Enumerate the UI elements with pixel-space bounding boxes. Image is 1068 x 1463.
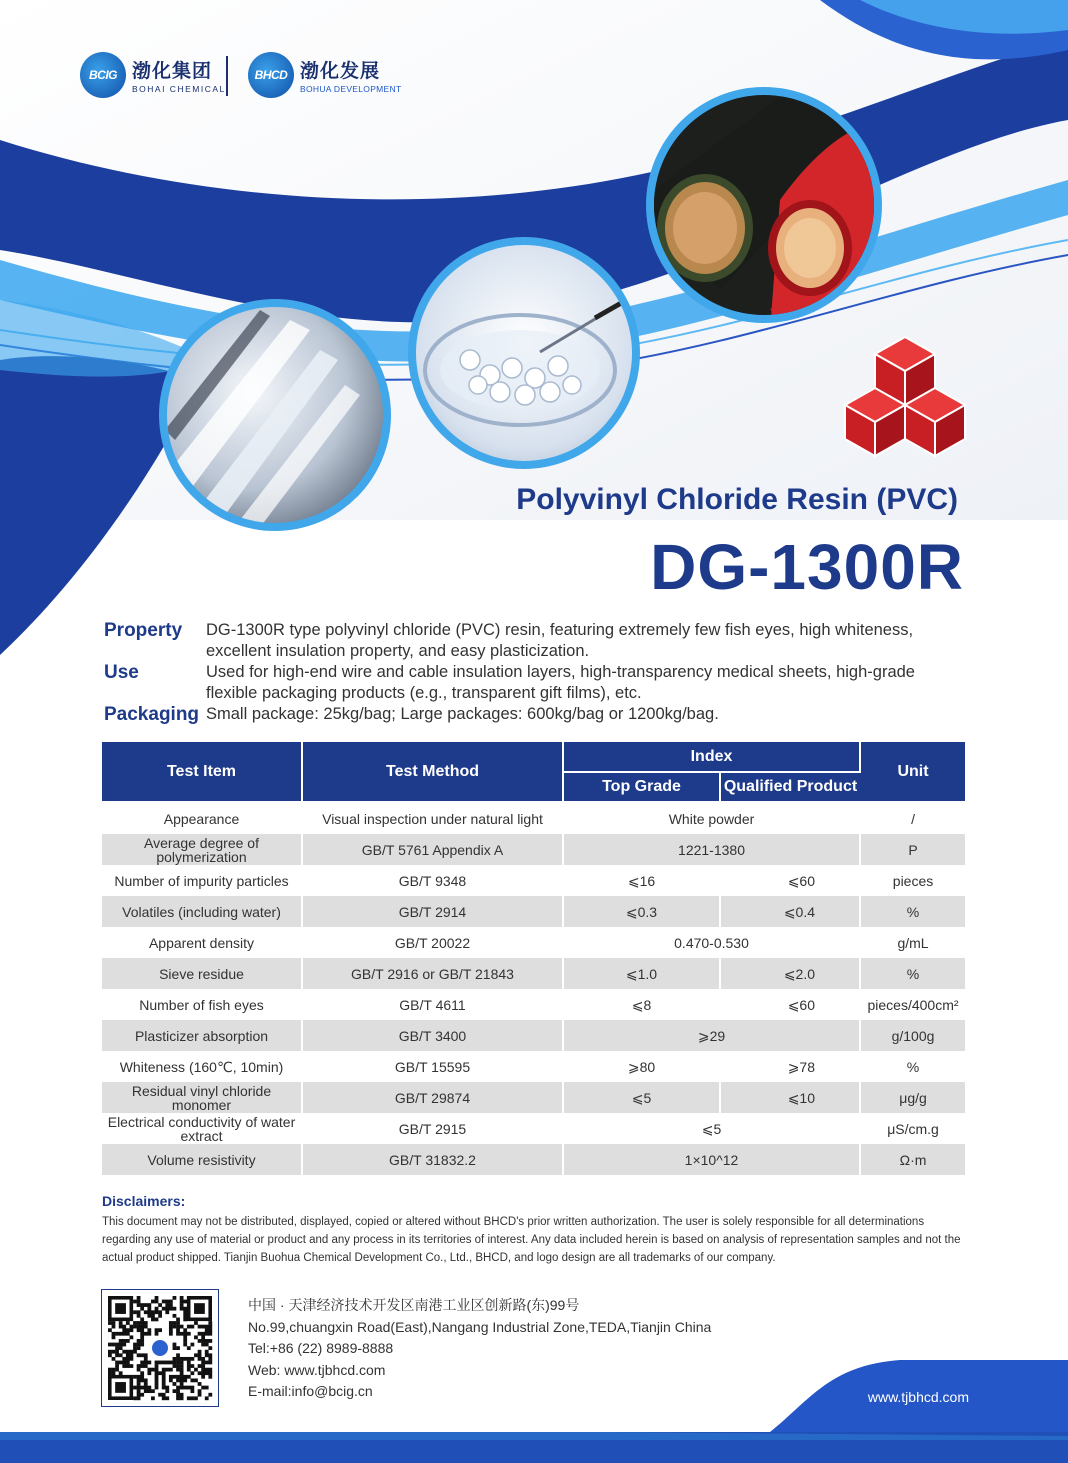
header-test-item: Test Item [102, 742, 302, 802]
cell-index-value: 1×10^12 [563, 1144, 860, 1175]
cell-unit: pieces [892, 872, 934, 889]
cell-test-method: GB/T 31832.2 [302, 1144, 563, 1175]
phone: Tel:+86 (22) 8989-8888 [248, 1340, 394, 1356]
cell-unit: % [860, 896, 965, 927]
cell-test-method: GB/T 3400 [302, 1020, 563, 1051]
info-label: Packaging [104, 704, 200, 725]
product-subtitle: Polyvinyl Chloride Resin (PVC) [516, 483, 958, 516]
info-label: Property [104, 620, 183, 641]
cell-test-method: GB/T 20022 [302, 927, 563, 958]
cell-unit: pieces/400cm² [867, 996, 959, 1013]
cell-test-item: Volatiles (including water) [102, 896, 302, 927]
website[interactable]: Web: www.tjbhcd.com [248, 1361, 386, 1378]
cell-qualified: ⩽60 [720, 989, 860, 1020]
cell-index-value: ⩽5 [563, 1113, 860, 1144]
table-row [102, 927, 965, 958]
cell-unit: g/100g [860, 1020, 965, 1051]
cell-test-method: GB/T 15595 [302, 1051, 563, 1082]
cell-unit: % [860, 958, 965, 989]
contact-info [248, 1295, 711, 1403]
cell-index-value: 0.470-0.530 [563, 927, 860, 958]
bohai-cn-name: 渤化集团 [132, 60, 213, 82]
cell-index-value: ⩾29 [563, 1020, 860, 1051]
info-label: Use [104, 662, 139, 683]
header-unit: Unit [860, 742, 965, 802]
bohua-development-logo [248, 52, 401, 98]
cell-unit: / [911, 810, 915, 827]
cell-test-item: Number of impurity particles [102, 865, 302, 896]
cell-test-item: Sieve residue [102, 958, 302, 989]
product-info [104, 620, 964, 725]
cell-unit: P [860, 834, 965, 865]
info-property [104, 620, 964, 662]
cell-qualified: ⩽2.0 [720, 958, 860, 989]
cell-test-item: Number of fish eyes [102, 989, 302, 1020]
bohai-chemical-logo [80, 52, 226, 98]
cell-index-value: 1221-1380 [563, 834, 860, 865]
bcig-logo-icon: BCIG [80, 52, 126, 98]
cell-test-item: Appearance [102, 802, 302, 834]
cell-unit: g/mL [897, 934, 929, 951]
cell-test-item: Average degree of polymerization [102, 834, 302, 865]
header-qualified: Qualified Product [720, 772, 860, 802]
info-use [104, 662, 964, 704]
cell-test-method: GB/T 2915 [302, 1113, 563, 1144]
info-text: Used for high-end wire and cable insulation layers, high-transparency medical sheets, high-grade flexible packaging products (e.g., transparent gift films), etc. [206, 663, 915, 702]
cell-test-item: Plasticizer absorption [102, 1020, 302, 1051]
header-test-method: Test Method [302, 742, 563, 802]
table-row [102, 896, 965, 927]
email[interactable]: E-mail:info@bcig.cn [248, 1383, 373, 1399]
table-row [102, 958, 965, 989]
cell-top-grade: ⩽8 [563, 989, 720, 1020]
disclaimer-text: This document may not be distributed, displayed, copied or altered without BHCD's prior written authorization. The user is solely responsible for all determinations regarding any use of material or product and any process in its territories of interest. Any data included herein is based on analysis of representation samples and not the actual product shipped. Tianjin Buohua Chemical Development Co., Ltd., BHCD, and logo design are all trademarks of our company. [102, 1216, 961, 1264]
cell-unit: μg/g [860, 1082, 965, 1113]
info-packaging [104, 704, 964, 725]
bohai-en-name: BOHAI CHEMICAL [132, 84, 226, 94]
spec-table-body [102, 802, 965, 1175]
header-top-grade: Top Grade [563, 772, 720, 802]
bohua-en-name: BOHUA DEVELOPMENT [300, 84, 402, 94]
disclaimer-title: Disclaimers: [102, 1193, 186, 1209]
cell-unit: μS/cm.g [887, 1120, 939, 1137]
cell-qualified: ⩾78 [720, 1051, 860, 1082]
table-row [102, 865, 965, 896]
cell-qualified: ⩽0.4 [720, 896, 860, 927]
cell-test-method: GB/T 2916 or GB/T 21843 [302, 958, 563, 989]
table-row [102, 1020, 965, 1051]
cell-top-grade: ⩽16 [563, 865, 720, 896]
table-row [102, 1144, 965, 1175]
table-row [102, 834, 965, 865]
cell-test-method: GB/T 29874 [302, 1082, 563, 1113]
cell-top-grade: ⩽5 [563, 1082, 720, 1113]
cell-unit: % [906, 1058, 920, 1075]
header-index: Index [563, 742, 860, 772]
cell-test-method: GB/T 9348 [302, 865, 563, 896]
info-text: DG-1300R type polyvinyl chloride (PVC) resin, featuring extremely few fish eyes, high whiteness, excellent insulation property, and easy plasticization. [206, 621, 914, 660]
bohua-cn-name: 渤化发展 [300, 60, 381, 82]
qr-code-icon [102, 1290, 218, 1406]
cell-top-grade: ⩽1.0 [563, 958, 720, 989]
footer-website-link[interactable]: www.tjbhcd.com [867, 1389, 969, 1405]
cell-test-item: Volume resistivity [102, 1144, 302, 1175]
table-row [102, 989, 965, 1020]
cell-test-item: Whiteness (160℃, 10min) [102, 1051, 302, 1082]
cell-test-method: GB/T 2914 [302, 896, 563, 927]
cell-test-item: Electrical conductivity of water extract [102, 1113, 302, 1144]
cell-unit: Ω·m [860, 1144, 965, 1175]
cell-qualified: ⩽10 [720, 1082, 860, 1113]
cell-test-method: Visual inspection under natural light [302, 802, 563, 834]
cell-test-method: GB/T 4611 [302, 989, 563, 1020]
product-model: DG-1300R [650, 531, 964, 603]
cell-test-item: Apparent density [102, 927, 302, 958]
spec-table [102, 742, 965, 1175]
cell-qualified: ⩽60 [720, 865, 860, 896]
table-row [102, 802, 965, 834]
info-text: Small package: 25kg/bag; Large packages: 600kg/bag or 1200kg/bag. [206, 705, 719, 723]
table-row [102, 1082, 965, 1113]
address-en: No.99,chuangxin Road(East),Nangang Industrial Zone,TEDA,Tianjin China [248, 1318, 712, 1335]
logo-divider [226, 56, 228, 96]
table-row [102, 1113, 965, 1144]
cell-test-item: Residual vinyl chloride monomer [102, 1082, 302, 1113]
cell-top-grade: ⩽0.3 [563, 896, 720, 927]
table-row [102, 1051, 965, 1082]
cell-index-value: White powder [563, 802, 860, 834]
address-cn: 中国 · 天津经济技术开发区南港工业区创新路(东)99号 [248, 1297, 580, 1313]
cell-top-grade: ⩾80 [563, 1051, 720, 1082]
qr-code [101, 1289, 219, 1407]
cell-test-method: GB/T 5761 Appendix A [302, 834, 563, 865]
bhcd-logo-icon: BHCD [248, 52, 294, 98]
